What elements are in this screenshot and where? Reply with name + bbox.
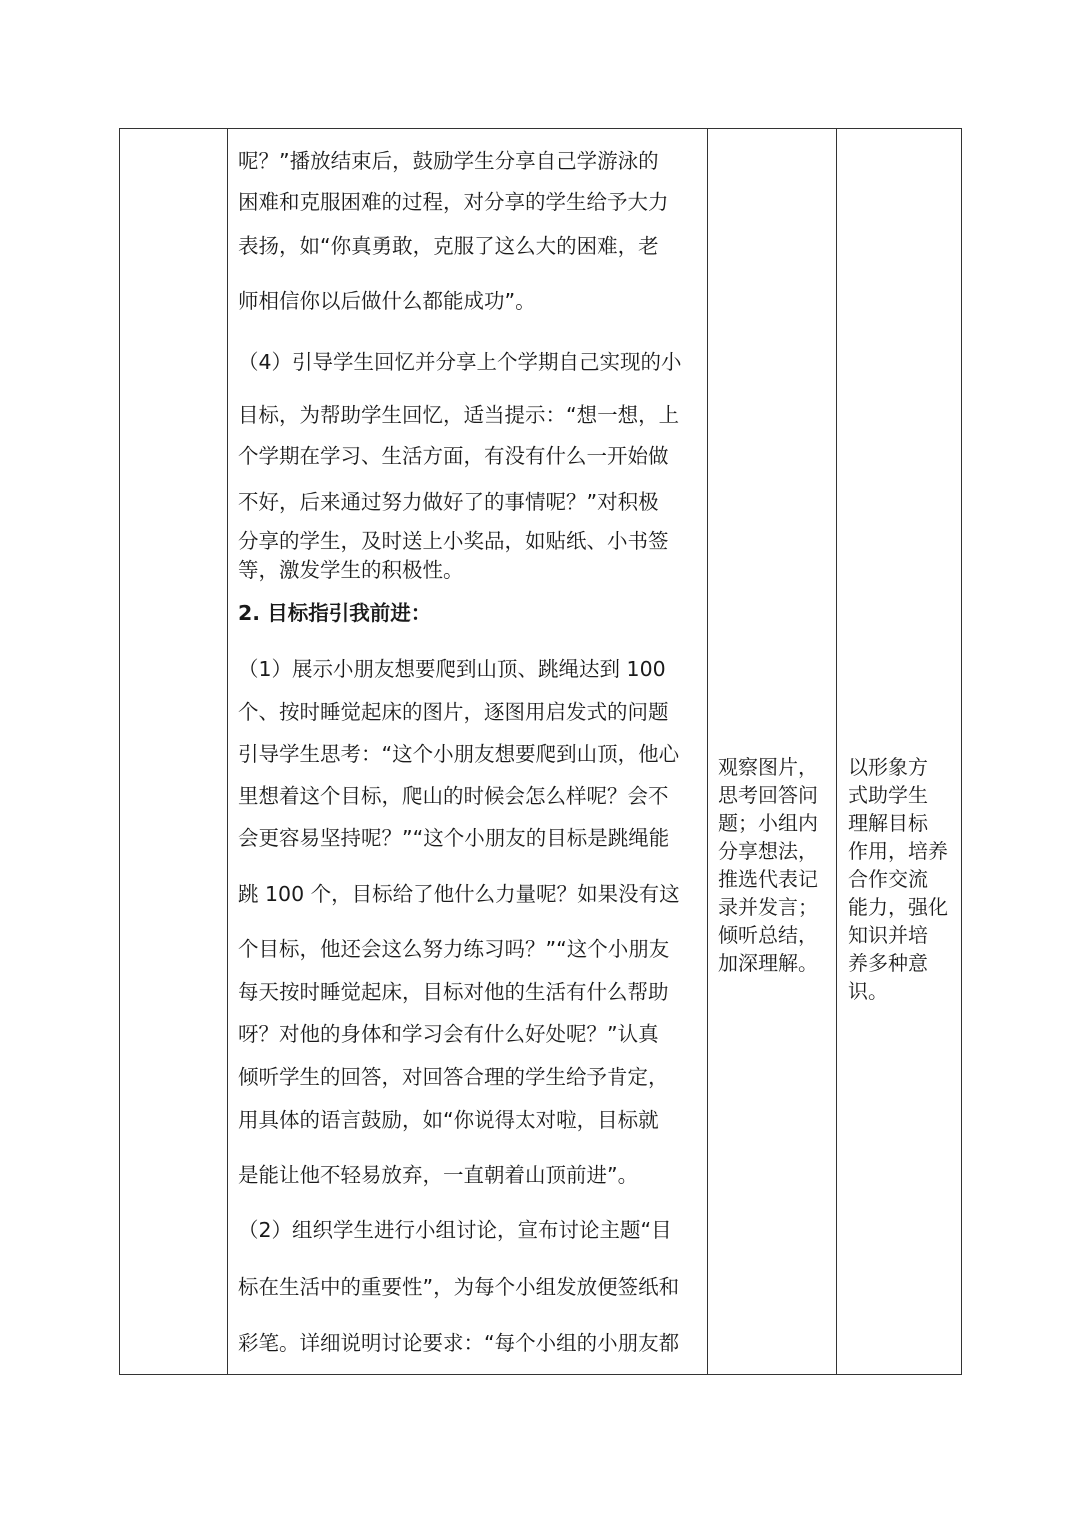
text-line: 题；小组内: [718, 811, 818, 835]
text-line: 表扬，如“你真勇敢，克服了这么大的困难，老: [238, 234, 659, 258]
text-line: 每天按时睡觉起床，目标对他的生活有什么帮助: [238, 980, 669, 1004]
text-line: 个、按时睡觉起床的图片，逐图用启发式的问题: [238, 700, 669, 724]
text-line: 目标，为帮助学生回忆，适当提示：“想一想，上: [238, 403, 680, 427]
text-line: 倾听学生的回答，对回答合理的学生给予肯定，: [238, 1065, 669, 1089]
text-line: 跳 100 个，目标给了他什么力量呢？如果没有这: [238, 882, 680, 906]
column-divider: [707, 129, 708, 1374]
text-line: 师相信你以后做什么都能成功”。: [238, 289, 536, 313]
text-line: 推选代表记: [718, 867, 818, 891]
text-line: 作用，培养: [848, 839, 948, 863]
text-line: 会更容易坚持呢？”“这个小朋友的目标是跳绳能: [238, 826, 670, 850]
section-heading: 2. 目标指引我前进：: [238, 601, 432, 625]
text-line: 分享想法，: [718, 839, 818, 863]
student-activity-cell: [718, 129, 832, 1374]
text-line: 式助学生: [848, 783, 928, 807]
text-line: 理解目标: [848, 811, 928, 835]
text-line: 呢？”播放结束后，鼓励学生分享自己学游泳的: [238, 149, 659, 173]
text-line: 观察图片，: [718, 755, 818, 779]
text-line: 彩笔。详细说明讨论要求：“每个小组的小朋友都: [238, 1331, 680, 1355]
text-line: （2）组织学生进行小组讨论，宣布讨论主题“目: [238, 1218, 672, 1242]
design-purpose-cell: [848, 129, 960, 1374]
lesson-plan-table: [119, 128, 962, 1375]
text-line: 录并发言；: [718, 895, 818, 919]
text-line: 识。: [848, 979, 888, 1003]
text-line: 合作交流: [848, 867, 928, 891]
teacher-activity-cell: [238, 129, 703, 1374]
text-line: 以形象方: [848, 755, 928, 779]
text-line: 等，激发学生的积极性。: [238, 558, 464, 582]
text-line: （4）引导学生回忆并分享上个学期自己实现的小: [238, 350, 682, 374]
text-line: 标在生活中的重要性”，为每个小组发放便签纸和: [238, 1275, 680, 1299]
text-line: 个学期在学习、生活方面，有没有什么一开始做: [238, 444, 669, 468]
text-line: 个目标，他还会这么努力练习吗？”“这个小朋友: [238, 937, 670, 961]
text-line: 里想着这个目标，爬山的时候会怎么样呢？会不: [238, 784, 669, 808]
text-line: 倾听总结，: [718, 923, 818, 947]
text-line: 分享的学生，及时送上小奖品，如贴纸、小书签: [238, 529, 669, 553]
column-divider: [836, 129, 837, 1374]
text-line: 呀？对他的身体和学习会有什么好处呢？”认真: [238, 1022, 659, 1046]
text-line: 用具体的语言鼓励，如“你说得太对啦，目标就: [238, 1108, 659, 1132]
text-line: 不好，后来通过努力做好了的事情呢？”对积极: [238, 490, 659, 514]
text-line: 知识并培: [848, 923, 928, 947]
column-divider: [227, 129, 228, 1374]
text-line: 困难和克服困难的过程，对分享的学生给予大力: [238, 190, 669, 214]
text-line: 加深理解。: [718, 951, 818, 975]
text-line: 养多种意: [848, 951, 928, 975]
text-line: 思考回答问: [718, 783, 818, 807]
text-line: 能力，强化: [848, 895, 948, 919]
text-line: （1）展示小朋友想要爬到山顶、跳绳达到 100: [238, 657, 666, 681]
text-line: 是能让他不轻易放弃，一直朝着山顶前进”。: [238, 1163, 639, 1187]
text-line: 引导学生思考：“这个小朋友想要爬到山顶，他心: [238, 742, 680, 766]
stage-column-cell: [120, 129, 227, 1374]
